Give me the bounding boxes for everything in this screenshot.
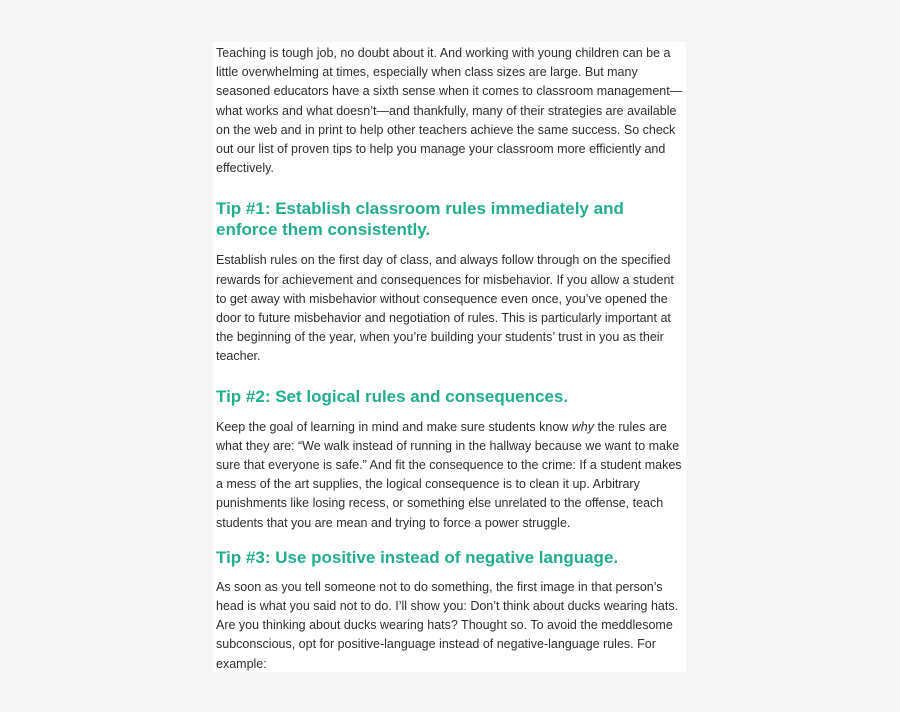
tip-2-text-start: Keep the goal of learning in mind and make sure students know (216, 419, 572, 434)
tip-1-heading: Tip #1: Establish classroom rules immediately and enforce them consistently. (216, 199, 624, 240)
tip-2-paragraph (216, 418, 684, 533)
tip-2-emphasis: why (571, 419, 595, 434)
tip-2-heading: Tip #2: Set logical rules and consequences. (216, 386, 569, 406)
tip-1-paragraph: Establish rules on the first day of class, and always follow through on the specified rewards for achievement and consequences for misbehavior. If you allow a student to get away with misbehavior without consequence even once, you’ve opened the door to future misbehavior and negotiation of rules. This is particularly important at the beginning of the year, when you’re building your students’ trust in you as their teacher. (216, 253, 674, 364)
document-page (213, 42, 686, 672)
tip-3-paragraph: As soon as you tell someone not to do something, the first image in that person’s head is what you said not to do. I’ll show you: Don’t think about ducks wearing hats. Are you thinking about ducks wearing hats? Thought so. To avoid the meddlesome subconscious, opt for positive-language instead of negative-language rules. For example: (216, 579, 679, 671)
tip-2-text-end: the rules are what they are: “We walk instead of running in the hallway because we want to make sure that everyone is safe.” And fit the consequence to the crime: If a student makes a mess of the art supplies, the logical consequence is to clean it up. Arbitrary punishments like losing recess, or something else unrelated to the offense, teach students that you are mean and trying to force a power struggle. (216, 419, 682, 530)
tip-3-heading: Tip #3: Use positive instead of negative language. (216, 547, 619, 567)
article-body (216, 44, 684, 674)
intro-paragraph: Teaching is tough job, no doubt about it. And working with young children can be a little overwhelming at times, especially when class sizes are large. But many seasoned educators have a sixth sense when it comes to classroom management—what works and what doesn’t—and thankfully, many of their strategies are available on the web and in print to help other teachers achieve the same success. So check out our list of proven tips to help you manage your classroom more efficiently and effectively. (216, 46, 683, 176)
